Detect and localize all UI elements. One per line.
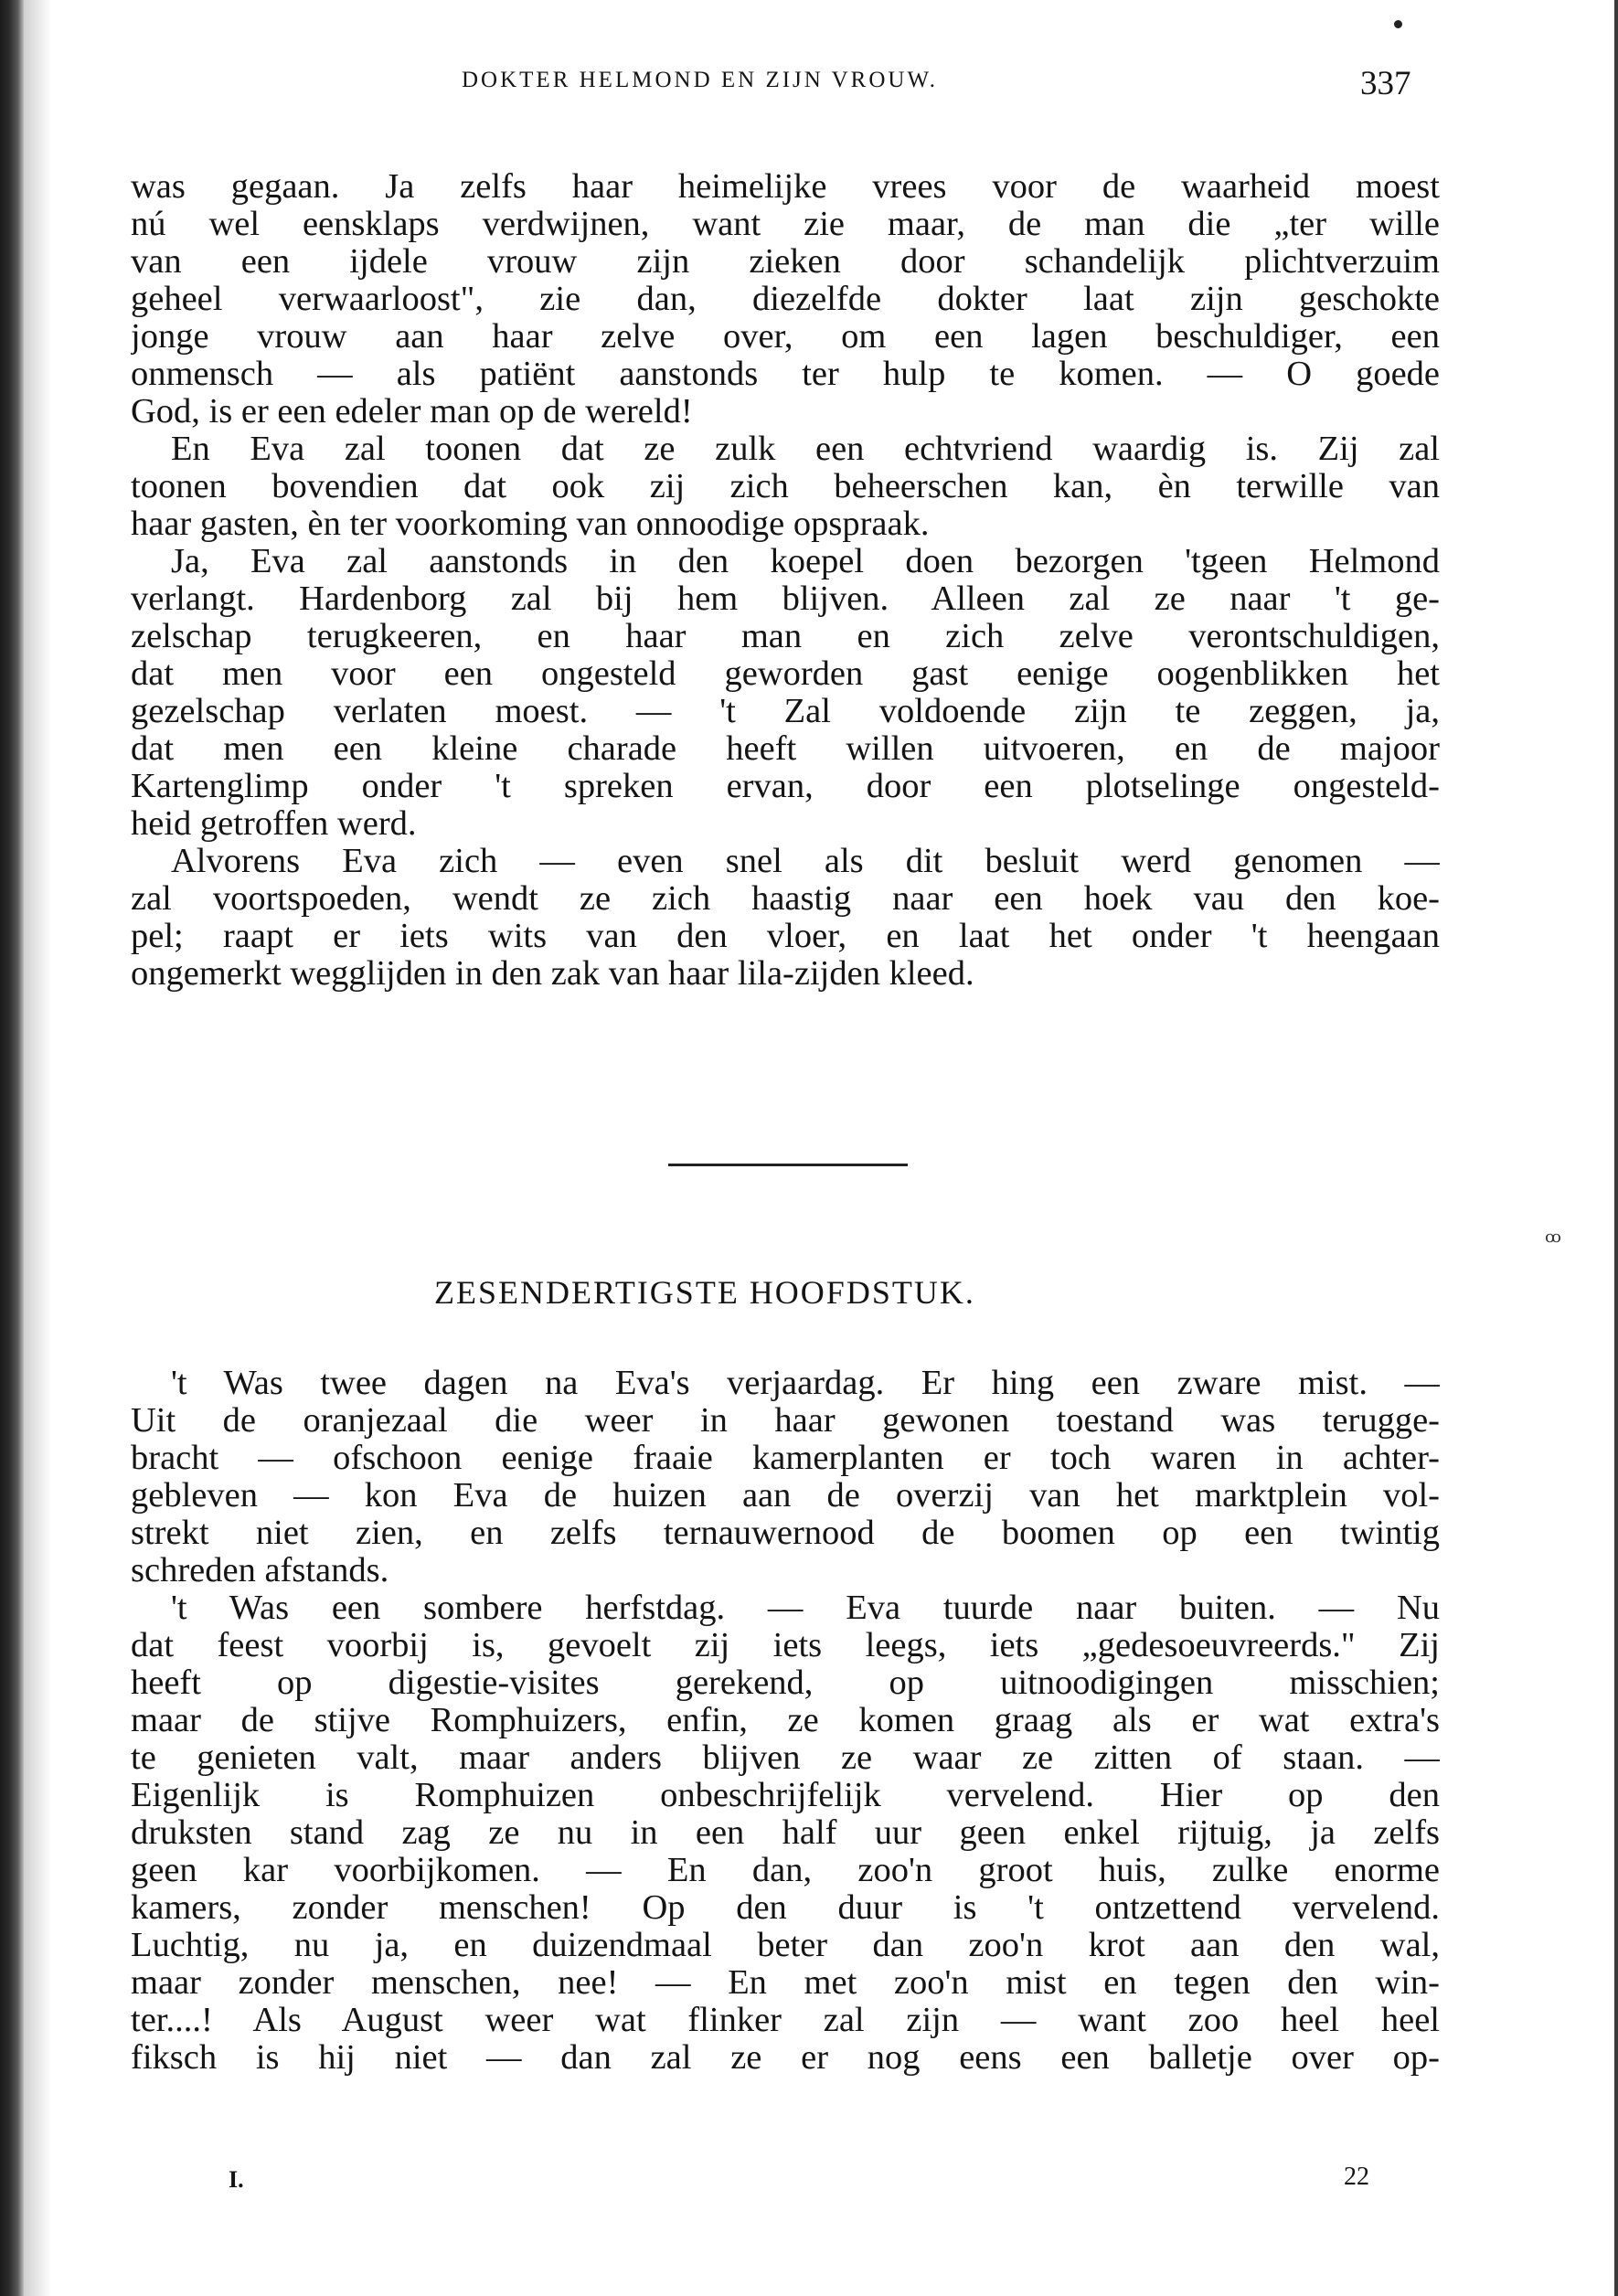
running-head: DOKTER HELMOND EN ZIJN VROUW.	[462, 68, 939, 92]
text-line: dat feest voorbij is, gevoelt zij iets leegs, iets „gedesoeuvreerds." Zij	[131, 1627, 1440, 1664]
text-line: 't Was twee dagen na Eva's verjaardag. Er hing een zware mist. —	[171, 1365, 1440, 1402]
text-line: was gegaan. Ja zelfs haar heimelijke vrees voor de waarheid moest	[131, 168, 1440, 206]
text-line: verlangt. Hardenborg zal bij hem blijven. Alleen zal ze naar 't ge-	[131, 580, 1440, 618]
text-line: ongemerkt wegglijden in den zak van haar lila-zijden kleed.	[131, 955, 974, 993]
text-line: Eigenlijk is Romphuizen onbeschrijfelijk vervelend. Hier op den	[131, 1777, 1440, 1814]
text-line: jonge vrouw aan haar zelve over, om een lagen beschuldiger, een	[131, 318, 1440, 356]
text-line: bracht — ofschoon eenige fraaie kamerplanten er toch waren in achter-	[131, 1440, 1440, 1477]
page-right-edge	[1614, 0, 1618, 2296]
text-line: geen kar voorbijkomen. — En dan, zoo'n groot huis, zulke enorme	[131, 1852, 1440, 1889]
text-line: dat men voor een ongesteld geworden gast eenige oogenblikken het	[131, 655, 1440, 693]
text-line: En Eva zal toonen dat ze zulk een echtvriend waardig is. Zij zal	[171, 430, 1440, 468]
text-line: druksten stand zag ze nu in een half uur geen enkel rijtuig, ja zelfs	[131, 1814, 1440, 1852]
signature-mark: I.	[229, 2166, 244, 2193]
text-line: pel; raapt er iets wits van den vloer, en laat het onder 't heengaan	[131, 918, 1440, 955]
text-line: gezelschap verlaten moest. — 't Zal voldoende zijn te zeggen, ja,	[131, 693, 1440, 730]
text-line: Uit de oranjezaal die weer in haar gewonen toestand was terugge-	[131, 1402, 1440, 1440]
text-line: Ja, Eva zal aanstonds in den koepel doen bezorgen 'tgeen Helmond	[171, 543, 1440, 580]
text-line: van een ijdele vrouw zijn zieken door schandelijk plichtverzuim	[131, 243, 1440, 281]
signature-number: 22	[1344, 2163, 1369, 2191]
text-line: zelschap terugkeeren, en haar man en zich zelve verontschuldigen,	[131, 618, 1440, 655]
ink-dot	[1394, 20, 1402, 28]
text-line: geheel verwaarloost", zie dan, diezelfde dokter laat zijn geschokte	[131, 281, 1440, 318]
margin-mark: ꝏ	[1545, 1228, 1561, 1247]
section-2-text	[131, 1365, 1440, 2077]
text-line: fiksch is hij niet — dan zal ze er nog eens een balletje over op-	[131, 2039, 1440, 2077]
text-line: Luchtig, nu ja, en duizendmaal beter dan zoo'n krot aan den wal,	[131, 1927, 1440, 1964]
section-divider	[668, 1164, 908, 1166]
text-line: onmensch — als patiënt aanstonds ter hulp te komen. — O goede	[131, 356, 1440, 393]
text-line: te genieten valt, maar anders blijven ze waar ze zitten of staan. —	[131, 1739, 1440, 1777]
text-line: God, is er een edeler man op de wereld!	[131, 393, 693, 430]
text-line: strekt niet zien, en zelfs ternauwernood de boomen op een twintig	[131, 1515, 1440, 1552]
text-line: kamers, zonder menschen! Op den duur is 't ontzettend vervelend.	[131, 1889, 1440, 1927]
text-line: dat men een kleine charade heeft willen uitvoeren, en de majoor	[131, 730, 1440, 768]
text-line: zal voortspoeden, wendt ze zich haastig naar een hoek vau den koe-	[131, 880, 1440, 918]
text-line: heid getroffen werd.	[131, 805, 417, 843]
text-line: toonen bovendien dat ook zij zich beheerschen kan, èn terwille van	[131, 468, 1440, 505]
text-line: 't Was een sombere herfstdag. — Eva tuurde naar buiten. — Nu	[171, 1589, 1440, 1627]
page-number: 337	[1360, 65, 1411, 102]
chapter-title: ZESENDERTIGSTE HOOFDSTUK.	[434, 1274, 975, 1311]
text-line: nú wel eensklaps verdwijnen, want zie maar, de man die „ter wille	[131, 206, 1440, 243]
text-line: gebleven — kon Eva de huizen aan de overzij van het marktplein vol-	[131, 1477, 1440, 1515]
book-binding-edge	[0, 0, 24, 2296]
text-line: Kartenglimp onder 't spreken ervan, door een plotselinge ongesteld-	[131, 768, 1440, 805]
text-line: ter....! Als August weer wat flinker zal zijn — want zoo heel heel	[131, 2002, 1440, 2039]
text-line: maar zonder menschen, nee! — En met zoo'n mist en tegen den win-	[131, 1964, 1440, 2002]
text-line: Alvorens Eva zich — even snel als dit besluit werd genomen —	[171, 843, 1440, 880]
text-line: schreden afstands.	[131, 1552, 389, 1589]
gutter-shadow	[24, 0, 51, 2296]
text-line: maar de stijve Romphuizers, enfin, ze komen graag als er wat extra's	[131, 1702, 1440, 1739]
text-line: heeft op digestie-visites gerekend, op uitnoodigingen misschien;	[131, 1664, 1440, 1702]
text-line: haar gasten, èn ter voorkoming van onnoodige opspraak.	[131, 505, 930, 543]
section-1-text	[131, 168, 1440, 993]
